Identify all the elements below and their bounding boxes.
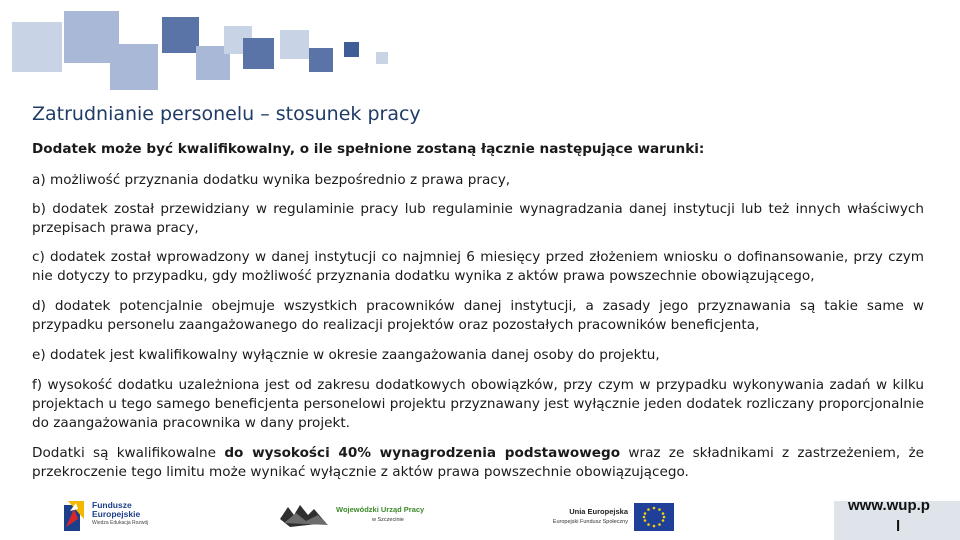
deco-square [110,44,158,90]
website-url-wrap[interactable]: l [896,518,901,535]
condition-e: e) dodatek jest kwalifikowalny wyłącznie w okresie zaangażowania danej osoby do projektu, [32,347,660,363]
condition-f: f) wysokość dodatku uzależniona jest od zakresu dodatkowych obowiązków, przy czym w przypadku wykonywania zadań w kilku projektach u tego samego beneficjenta personelowi projektu przyznawany jest wyłącznie jeden dodatek rozliczany proporcjonalnie do zaangażowania pracownika w dany projekt. [32,377,924,431]
logo1-line2: Europejskie [92,509,141,519]
footer-logos [0,495,960,540]
website-url[interactable]: www.wup.p [848,497,930,514]
fe-star-icon [62,499,86,533]
deco-square [12,22,62,72]
deco-square [280,30,309,59]
slide-title: Zatrudnianie personelu – stosunek pracy [32,103,421,125]
logo1-line3: Wiedza Edukacja Rozwój [92,520,149,526]
closing-text-start: Dodatki są kwalifikowalne [32,445,225,461]
deco-square [376,52,388,64]
deco-square [344,42,359,57]
condition-c: c) dodatek został wprowadzony w danej instytucji co najmniej 6 miesięcy przed złożeniem wniosku o dofinansowanie, przy czym nie dotyczy to przypadku, gdy możliwość przyznania dodatku wynika z aktów prawa powszechnie obowiązującego, [32,249,924,284]
logo3-line2: Europejski Fundusz Społeczny [552,519,628,525]
eu-flag-icon [634,503,674,531]
logo1-line1: Fundusze [92,500,132,510]
closing-highlight: do wysokości 40% wynagrodzenia podstawowego [224,445,621,461]
condition-b: b) dodatek został przewidziany w regulaminie pracy lub regulaminie wynagradzania danej instytucji lub też innych właściwych przepisach prawa pracy, [32,201,924,236]
closing-paragraph [32,444,924,482]
logo2-line2: w Szczecinie [372,517,404,523]
eu-logo [536,501,676,533]
condition-a: a) możliwość przyznania dodatku wynika bezpośrednio z prawa pracy, [32,172,511,188]
deco-square [243,38,274,69]
fundusze-europejskie-logo [62,497,182,537]
deco-square [162,17,199,53]
wup-logo [280,499,430,535]
condition-d: d) dodatek potencjalnie obejmuje wszystkich pracowników danej instytucji, a zasady jego przyznawania są takie same w przypadku personelu zaangażowanego do realizacji projektów oraz pozostałych pracowników beneficjenta, [32,298,924,333]
logo2-line1: Wojewódzki Urząd Pracy [336,505,425,514]
closing-text-end: wraz ze składnikami z zastrzeżeniem, że przekroczenie tego limitu może wynikać wyłącznie z aktów prawa powszechnie obowiązującego. [32,445,924,480]
logo3-line1: Unia Europejska [569,507,628,516]
wup-emblem-icon [280,501,330,529]
lead-text: Dodatek może być kwalifikowalny, o ile spełnione zostaną łącznie następujące warunki: [32,141,705,157]
deco-square [309,48,333,72]
